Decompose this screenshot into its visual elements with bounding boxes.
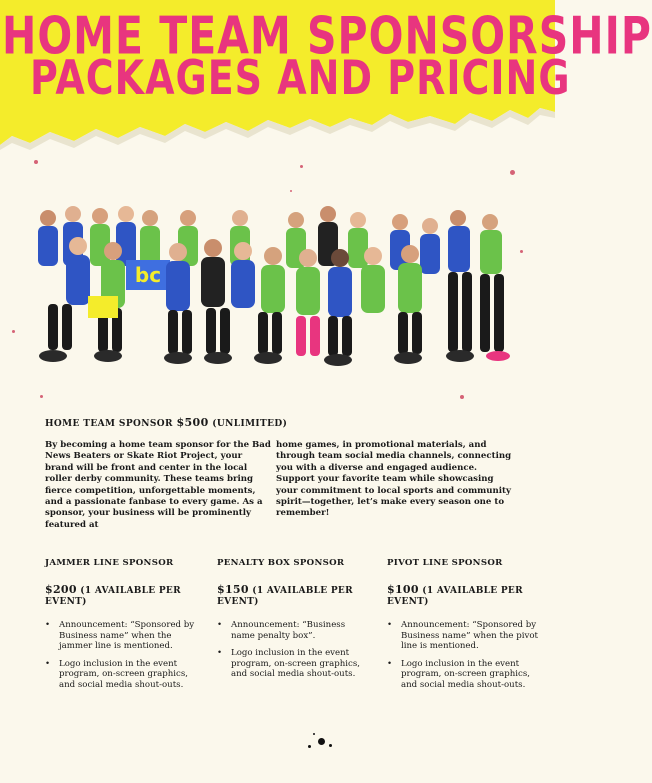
package-jammer-line — [45, 558, 197, 697]
ink-splatter — [308, 745, 311, 748]
home-sponsor-label: HOME TEAM SPONSOR — [45, 419, 173, 429]
package-cost — [387, 584, 539, 608]
home-sponsor-body-col1: By becoming a home team sponsor for the Bad News Beaters or Skate Riot Project, your brand will be front and center in the local roller derby community. These teams bring fierce competition, unforgettable moments, and a passionate fanbase to every game. As a sponsor, your business will be prominently featured at — [45, 440, 271, 530]
ink-splatter — [313, 733, 315, 735]
page-title-line-2: PACKAGES AND PRICING — [30, 50, 571, 105]
paint-speck — [40, 395, 43, 398]
paint-speck — [34, 160, 38, 164]
svg-text:bc: bc — [134, 263, 162, 287]
home-sponsor-price: $500 — [176, 416, 209, 429]
ink-splatter — [318, 738, 325, 745]
home-sponsor-qualifier: (UNLIMITED) — [212, 419, 288, 429]
paint-speck — [12, 330, 15, 333]
package-penalty-box — [217, 558, 369, 687]
paint-speck — [460, 395, 464, 399]
package-benefits — [217, 620, 369, 680]
package-price: $100 — [387, 583, 419, 596]
package-name: PIVOT LINE SPONSOR — [387, 558, 503, 568]
paint-speck — [510, 170, 515, 175]
package-price: $150 — [217, 583, 249, 596]
package-price: $200 — [45, 583, 77, 596]
paint-speck — [300, 165, 303, 168]
paint-speck — [290, 190, 292, 192]
home-sponsor-body-col2: home games, in promotional materials, and through team social media channels, connecting you with a diverse and engaged audience. Support your favorite team while showcasing your commitment to local sports and community spirit—together, let’s make every season one to remember! — [276, 440, 512, 519]
benefit-item: • Announcement: “Business name penalty box”. — [231, 620, 369, 641]
benefit-item: • Logo inclusion in the event program, on-screen graphics, and social media shout-outs. — [59, 659, 197, 691]
header-banner — [0, 0, 652, 150]
ink-splatter — [329, 744, 332, 747]
package-availability: (1 AVAILABLE PER EVENT) — [387, 586, 523, 607]
benefit-item: • Logo inclusion in the event program, on-screen graphics, and social media shout-outs. — [401, 659, 539, 691]
package-availability: (1 AVAILABLE PER EVENT) — [45, 586, 181, 607]
package-cost — [45, 584, 197, 608]
package-benefits — [45, 620, 197, 690]
package-pivot-line — [387, 558, 539, 697]
home-team-sponsor-heading — [45, 416, 287, 429]
benefit-item: • Announcement: “Sponsored by Business name” when the pivot line is mentioned. — [401, 620, 539, 652]
team-group-photo — [28, 196, 528, 386]
benefit-item: • Announcement: “Sponsored by Business name” when the jammer line is mentioned. — [59, 620, 197, 652]
package-availability: (1 AVAILABLE PER EVENT) — [217, 586, 353, 607]
benefit-item: • Logo inclusion in the event program, on-screen graphics, and social media shout-outs. — [231, 648, 369, 680]
package-name: PENALTY BOX SPONSOR — [217, 558, 345, 568]
package-benefits — [387, 620, 539, 690]
page-title-line-1: HOME TEAM SPONSORSHIP — [2, 6, 652, 66]
package-name: JAMMER LINE SPONSOR — [45, 558, 174, 568]
package-cost — [217, 584, 369, 608]
